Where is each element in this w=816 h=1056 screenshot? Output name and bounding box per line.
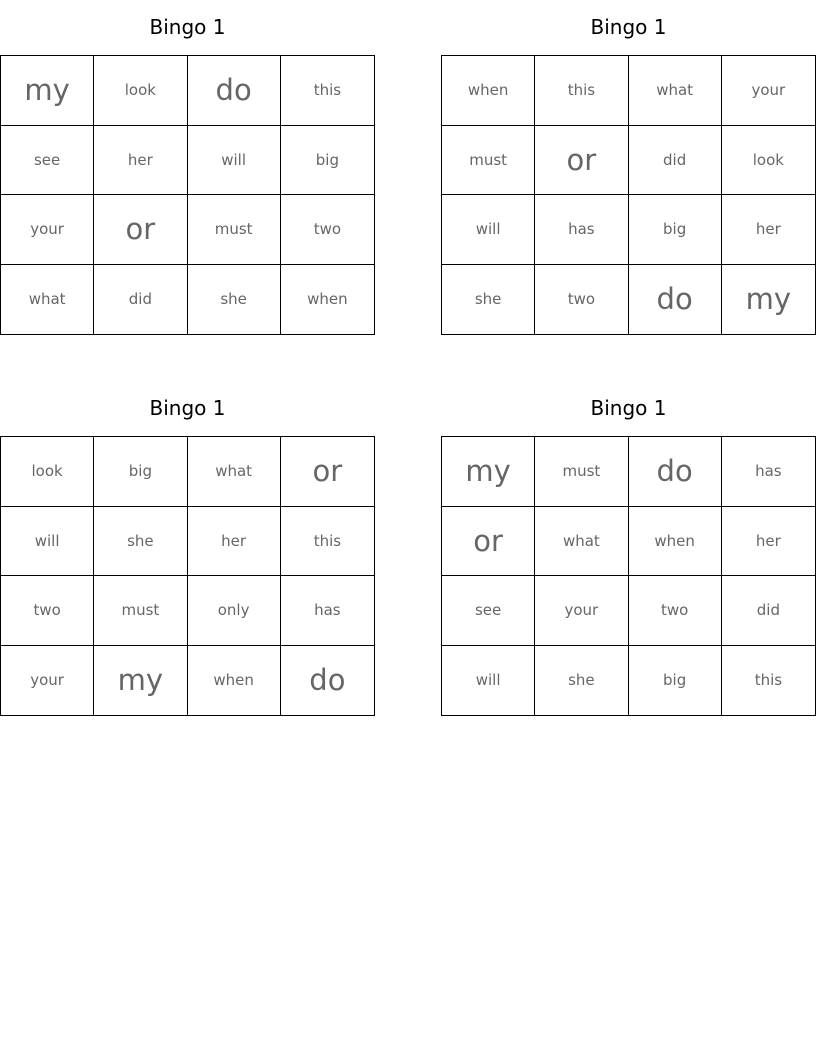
bingo-cell: two bbox=[1, 576, 94, 646]
bingo-cell: do bbox=[629, 437, 722, 507]
bingo-cell: two bbox=[629, 576, 722, 646]
bingo-cell: has bbox=[281, 576, 374, 646]
bingo-grid bbox=[441, 436, 816, 716]
bingo-cell: or bbox=[535, 126, 628, 196]
bingo-cell: or bbox=[94, 195, 187, 265]
bingo-cell: your bbox=[722, 56, 815, 126]
bingo-cell: this bbox=[535, 56, 628, 126]
bingo-cell: this bbox=[281, 56, 374, 126]
bingo-cell: what bbox=[188, 437, 281, 507]
bingo-cell: she bbox=[94, 507, 187, 577]
bingo-cell: her bbox=[722, 507, 815, 577]
bingo-grid bbox=[441, 55, 816, 335]
bingo-cell: look bbox=[722, 126, 815, 196]
bingo-grid bbox=[0, 436, 375, 716]
bingo-cell: your bbox=[1, 646, 94, 716]
bingo-cell: my bbox=[1, 56, 94, 126]
bingo-cell: this bbox=[281, 507, 374, 577]
bingo-cell: big bbox=[629, 195, 722, 265]
bingo-cell: must bbox=[94, 576, 187, 646]
bingo-cell: big bbox=[629, 646, 722, 716]
bingo-cell: has bbox=[535, 195, 628, 265]
bingo-cell: your bbox=[535, 576, 628, 646]
bingo-cell: what bbox=[629, 56, 722, 126]
bingo-cell: two bbox=[281, 195, 374, 265]
bingo-cell: my bbox=[442, 437, 535, 507]
bingo-cell: must bbox=[442, 126, 535, 196]
bingo-cell: your bbox=[1, 195, 94, 265]
bingo-cell: or bbox=[442, 507, 535, 577]
bingo-cell: look bbox=[94, 56, 187, 126]
card-title: Bingo 1 bbox=[590, 396, 667, 420]
bingo-cell: my bbox=[745, 282, 792, 317]
bingo-cell: her bbox=[722, 195, 815, 265]
bingo-cell: will bbox=[442, 195, 535, 265]
bingo-cell: do bbox=[188, 56, 281, 126]
bingo-cell: did bbox=[629, 126, 722, 196]
bingo-cell: must bbox=[535, 437, 628, 507]
bingo-cell: will bbox=[1, 507, 94, 577]
bingo-cell: what bbox=[1, 265, 94, 335]
bingo-cell: do bbox=[629, 265, 722, 335]
card-title: Bingo 1 bbox=[590, 15, 667, 39]
bingo-cell: will bbox=[188, 126, 281, 196]
bingo-cell: look bbox=[1, 437, 94, 507]
card-title: Bingo 1 bbox=[149, 396, 226, 420]
card-title: Bingo 1 bbox=[149, 15, 226, 39]
bingo-cell: her bbox=[188, 507, 281, 577]
bingo-cell: or bbox=[281, 437, 374, 507]
bingo-cell: she bbox=[188, 265, 281, 335]
bingo-cell: what bbox=[535, 507, 628, 577]
bingo-cell: when bbox=[629, 507, 722, 577]
bingo-cell: she bbox=[442, 265, 535, 335]
bingo-cell: big bbox=[281, 126, 374, 196]
bingo-cell: did bbox=[722, 576, 815, 646]
bingo-cell: see bbox=[442, 576, 535, 646]
bingo-cell: this bbox=[754, 671, 783, 690]
bingo-cell: will bbox=[442, 646, 535, 716]
bingo-grid bbox=[0, 55, 375, 335]
bingo-cell: her bbox=[94, 126, 187, 196]
bingo-cell: two bbox=[535, 265, 628, 335]
bingo-cell: did bbox=[94, 265, 187, 335]
bingo-cell: big bbox=[94, 437, 187, 507]
bingo-cell: she bbox=[535, 646, 628, 716]
bingo-cell: when bbox=[307, 290, 348, 309]
bingo-cell: my bbox=[94, 646, 187, 716]
bingo-cell: has bbox=[722, 437, 815, 507]
bingo-cell: only bbox=[188, 576, 281, 646]
bingo-cell: must bbox=[188, 195, 281, 265]
bingo-cell: when bbox=[188, 646, 281, 716]
bingo-cell: do bbox=[309, 663, 346, 698]
bingo-cell: when bbox=[442, 56, 535, 126]
bingo-cell: see bbox=[1, 126, 94, 196]
